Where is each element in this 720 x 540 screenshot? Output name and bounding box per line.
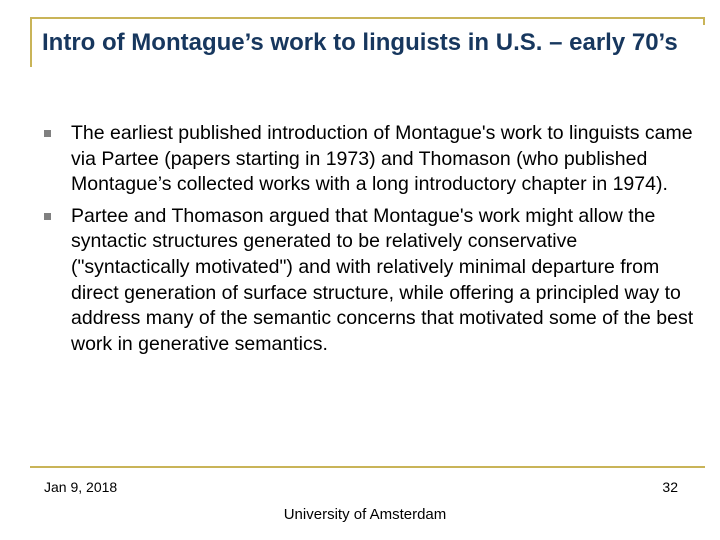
- slide-title: Intro of Montague’s work to linguists in U.S. – early 70’s: [42, 29, 678, 56]
- frame-right-tick: [703, 17, 705, 25]
- footer-date: Jan 9, 2018: [44, 479, 118, 495]
- frame-left-line: [30, 17, 32, 67]
- footer-divider: [30, 466, 705, 468]
- bullet-item: [44, 204, 694, 358]
- square-bullet-icon: [44, 213, 51, 220]
- bullet-text: The earliest published introduction of Montague's work to linguists came via Partee (papers starting in 1973) and Thomason (who published Montague’s collected works with a long introductory chapter in 1974).: [71, 122, 693, 196]
- bullet-item: [44, 121, 694, 198]
- footer-institution: University of Amsterdam: [283, 506, 447, 523]
- page-number: 32: [662, 479, 678, 495]
- bullet-text: Partee and Thomason argued that Montague's work might allow the syntactic structures generated to be relatively conservative ("syntactically motivated") and with relatively minimal departure from direct generation of surface structure, while offering a principled way to address many of the semantic concerns that motivated some of the best work in generative semantics.: [71, 204, 694, 355]
- frame-top-line: [30, 17, 705, 19]
- square-bullet-icon: [44, 130, 51, 137]
- bullet-list: [44, 121, 694, 363]
